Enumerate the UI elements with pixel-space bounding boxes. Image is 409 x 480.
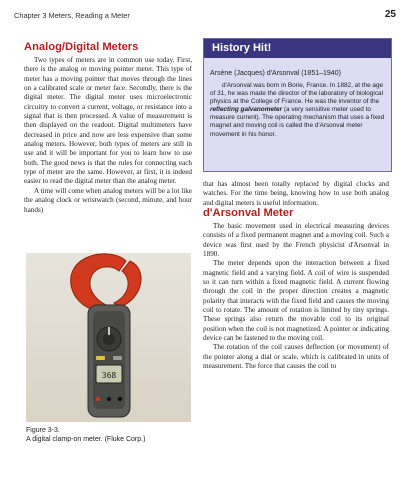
page-header xyxy=(14,11,396,25)
history-name-line: Arsène (Jacques) d'Arsonval (1851–1940) xyxy=(210,70,341,77)
history-title-bar xyxy=(204,39,391,58)
chapter-label: Chapter 3 Meters, Reading a Meter xyxy=(14,11,130,20)
history-text-part-1: d'Arsonval was born in Borie, France. In 1882, at the age of 31, he was made the director of the laboratory of biological physics at the College of France. He was the inventor of the xyxy=(210,82,384,106)
left-column xyxy=(24,41,192,215)
history-title: History Hit! xyxy=(212,42,272,54)
meter-display-reading: 368 xyxy=(101,371,117,380)
figure-label: Figure 3-3. xyxy=(26,427,60,434)
darsonval-title: d'Arsonval Meter xyxy=(203,207,294,219)
history-emphasis: reflecting galvanometer xyxy=(210,106,283,114)
history-text xyxy=(210,82,385,139)
clamp-meter-illustration xyxy=(26,253,191,422)
page-number: 25 xyxy=(384,9,396,20)
darsonval-paragraph-2: The meter depends upon the interaction between a fixed magnetic field and a varying field. A coil of wire is suspended so it can turn within a fixed magnetic field. A current flowing through the coil in the proper direction creates a magnetic polarity that interacts with the fixed field and causes the moving coil to rotate. The amount of rotation is limited by tiny springs. These springs also return the movable coil to its original position when the coil is not magnetized. A pointer or indicating device can be fastened to the moving coil. xyxy=(203,259,389,343)
analog-paragraph-1: Two types of meters are in common use today. First, there is the analog or moving pointer meter. This type of meter has a moving pointer that moves through the lines on a calibrated scale or meter face. Secondly, there is the digital meter. The digital meter uses microelectronic circuitry to convert a current, voltage, or resistance into a signal that is then processed. A value of measurement is then displayed on the readout. Digital multimeters have decreased in price and now are less expensive than some analog meters. However, both types of meters are still in use and it will be important for you to learn how to use both. The good news is that the rules for connecting each type of meter are the same. However, at first, it is indeed easier to read the digital meter than the analog meter. xyxy=(24,56,192,186)
analog-paragraph-2: A time will come when analog meters will be a lot like the analog clock or wristwatch (second, minute, and hour hands) xyxy=(24,186,192,214)
darsonval-paragraph-1: The basic movement used in electrical measuring devices consists of a fixed permanent magnet and a moving coil. Such a device was first used by the French physicist d'Arsonval in 1890. xyxy=(203,222,389,259)
darsonval-paragraph-3: The rotation of the coil causes deflection (or movement) of the pointer along a dial or scale, which is calibrated in units of measurement. The force that causes the coil to xyxy=(203,343,389,371)
history-hit-box xyxy=(203,38,392,172)
analog-digital-title: Analog/Digital Meters xyxy=(24,41,139,53)
continuation-paragraph: that has almost been totally replaced by digital clocks and watches. For the time being, knowing how to use both analog and digital meters is useful information. xyxy=(203,180,389,207)
figure-caption: A digital clamp-on meter. (Fluke Corp.) xyxy=(26,436,146,443)
history-text-part-2: (a very sensitive meter used to measure current). The operating mechanism that uses a fixed magnet and moving coil is called the d'Arsonval meter movement in his honor. xyxy=(210,106,385,138)
right-column-top xyxy=(203,180,389,208)
right-column-bottom xyxy=(203,207,389,372)
clamp-meter-photo xyxy=(26,253,191,422)
